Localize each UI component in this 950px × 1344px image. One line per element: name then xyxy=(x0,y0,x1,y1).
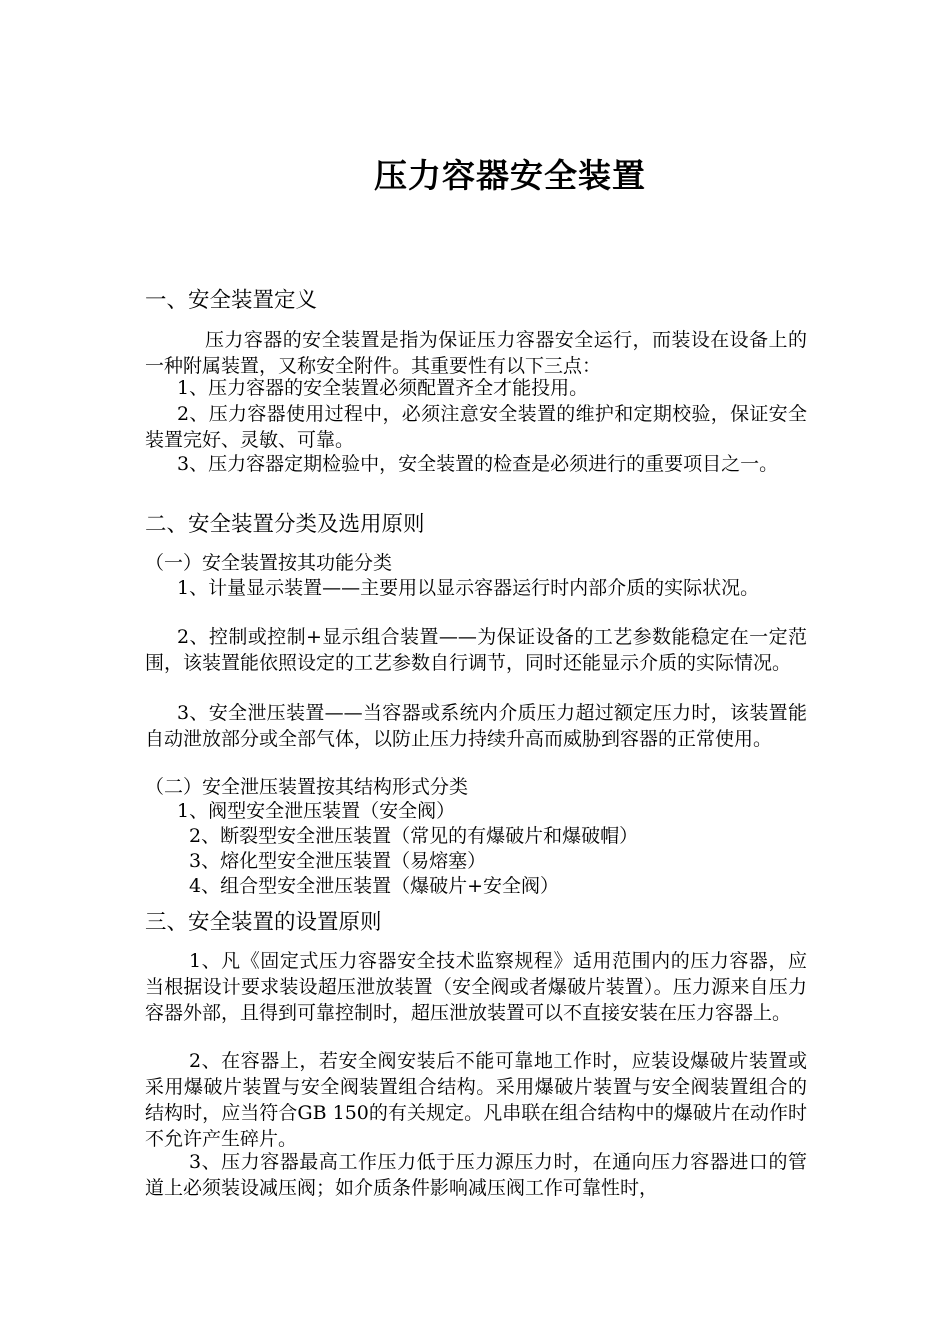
section-3-item-1: 1、凡《固定式压力容器安全技术监察规程》适用范围内的压力容器，应当根据设计要求装设超压泄放装置（安全阀或者爆破片装置）。压力源来自压力容器外部，且得到可靠控制时，超压泄放装置可以不直接安装在压力容器上。 xyxy=(145,950,807,1024)
section-2-sub-1-item-3: 3、安全泄压装置——当容器或系统内介质压力超过额定压力时，该装置能自动泄放部分或全部气体，以防止压力持续升高而威胁到容器的正常使用。 xyxy=(145,702,807,750)
section-2-sub-1-item-2: 2、控制或控制+显示组合装置——为保证设备的工艺参数能稳定在一定范围，该装置能依照设定的工艺参数自行调节，同时还能显示介质的实际情况。 xyxy=(145,626,807,674)
section-1-item-2: 2、压力容器使用过程中，必须注意安全装置的维护和定期校验，保证安全装置完好、灵敏、可靠。 xyxy=(145,403,807,451)
section-1-item-1: 1、压力容器的安全装置必须配置齐全才能投用。 xyxy=(177,377,589,399)
section-1-item-3: 3、压力容器定期检验中，安全装置的检查是必须进行的重要项目之一。 xyxy=(177,453,779,475)
section-3-item-3: 3、压力容器最高工作压力低于压力源压力时，在通向压力容器进口的管道上必须装设减压阀；如介质条件影响减压阀工作可靠性时， xyxy=(145,1151,807,1199)
section-2-sub-2-item-4: 4、组合型安全泄压装置（爆破片+安全阀） xyxy=(189,875,560,897)
section-2-sub-2-heading: （二）安全泄压装置按其结构形式分类 xyxy=(145,776,469,798)
section-1-heading: 一、安全装置定义 xyxy=(145,288,318,313)
section-3-item-2: 2、在容器上，若安全阀安装后不能可靠地工作时，应装设爆破片装置或采用爆破片装置与安全阀装置组合结构。采用爆破片装置与安全阀装置组合的结构时，应当符合GB 150的有关规定。凡串联在组合结构中的爆破片在动作时不允许产生碎片。 xyxy=(145,1050,807,1150)
section-2-sub-2-item-1: 1、阀型安全泄压装置（安全阀） xyxy=(177,800,456,822)
document-title: 压力容器安全装置 xyxy=(374,156,646,195)
section-2-sub-2-item-3: 3、熔化型安全泄压装置（易熔塞） xyxy=(189,850,487,872)
section-2-sub-2-item-2: 2、断裂型安全泄压装置（常见的有爆破片和爆破帽） xyxy=(189,825,639,847)
section-2-sub-1-item-1: 1、计量显示装置——主要用以显示容器运行时内部介质的实际状况。 xyxy=(177,577,760,599)
section-2-heading: 二、安全装置分类及选用原则 xyxy=(145,512,425,537)
section-3-heading: 三、安全装置的设置原则 xyxy=(145,910,382,935)
section-2-sub-1-heading: （一）安全装置按其功能分类 xyxy=(145,552,393,574)
section-1-intro: 压力容器的安全装置是指为保证压力容器安全运行，而装设在设备上的一种附属装置，又称安全附件。其重要性有以下三点： xyxy=(145,329,807,377)
